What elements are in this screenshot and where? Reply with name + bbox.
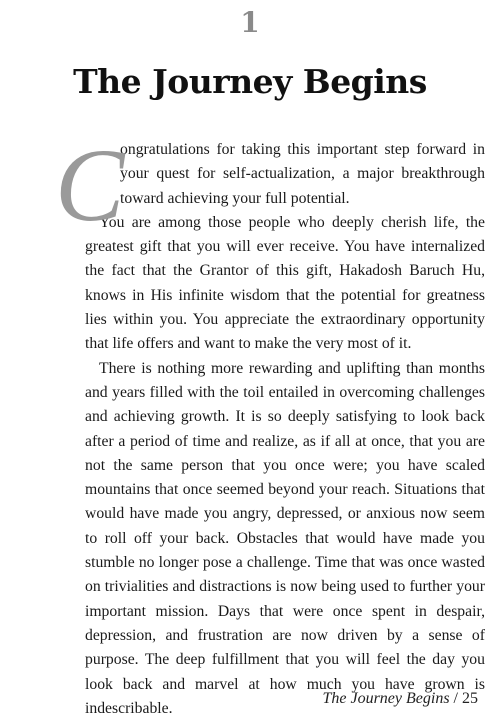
page-footer <box>322 690 478 708</box>
chapter-title: The Journey Begins <box>73 62 427 101</box>
body-paragraph <box>85 211 485 357</box>
page-number: 25 <box>462 690 478 707</box>
body-paragraph-text: You are among those people who deeply cherish life, the greatest gift that you will ever receive. You have internalized the fact that the Grantor of this gift, Hakadosh Baruch Hu, knows in His infinite wisdom that the potential for greatness lies within you. You appreciate the extraordinary opportunity that life offers and want to make the very most of it. <box>85 213 485 353</box>
running-title: The Journey Begins <box>322 690 450 707</box>
opening-paragraph <box>55 128 485 243</box>
body-paragraph-text: There is nothing more rewarding and uplifting than months and years filled with the toil entailed in overcoming challenges and achieving growth. It is so deeply satisfying to look back after a period of time and realize, as if all at once, that you are not the same person that you once were; you have scaled mountains that once seemed beyond your reach. Situations that would have made you angry, depressed, or anxious now seem to roll off your back. Obstacles that would have made you stumble no longer pose a challenge. Time that was once wasted on trivialities and distractions is now being used to further your important mission. Days that were once spent in despair, depression, and frustration are now driven by a sense of purpose. The deep fulfillment that you will feel the day you look back and marvel at how much you have grown is indescribable. <box>85 359 485 717</box>
opening-paragraph-text: ongratulations for taking this important step forward in your quest for self-actualization, a major breakthrough toward achieving your full potential. <box>120 141 485 207</box>
chapter-body <box>55 128 485 721</box>
chapter-number: 1 <box>240 6 260 39</box>
drop-cap-letter: C <box>55 128 125 243</box>
footer-separator: / <box>453 690 458 707</box>
body-paragraph <box>85 357 485 721</box>
